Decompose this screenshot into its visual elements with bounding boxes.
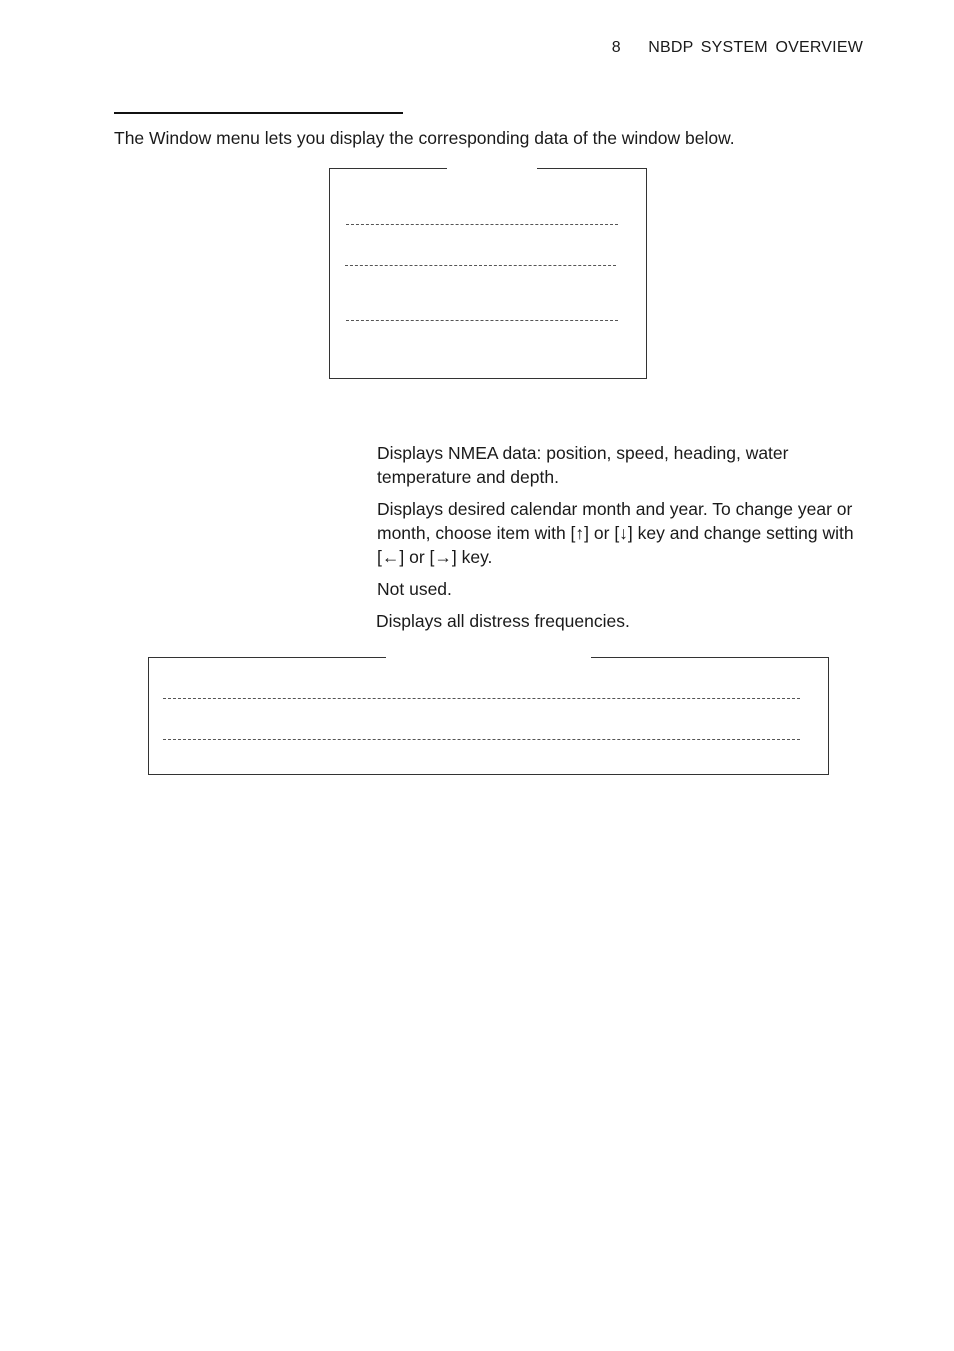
- menu-separator: [346, 224, 618, 225]
- window-separator: [163, 698, 800, 699]
- example-window-box: [148, 657, 829, 775]
- example-window-title-gap: [386, 656, 591, 660]
- description-not-used: Not used.: [377, 579, 452, 599]
- chapter-number: 8: [611, 39, 621, 56]
- menu-separator: [345, 265, 616, 266]
- window-separator: [163, 739, 800, 740]
- description-calendar: Displays desired calendar month and year. To change year or month, choose item with [↑] or [↓] key and change setting with [←] or [→] key.: [377, 499, 854, 567]
- description-nmea: Displays NMEA data: position, speed, heading, water temperature and depth.: [377, 443, 789, 487]
- window-menu-box: [329, 168, 647, 379]
- menu-separator: [346, 320, 618, 321]
- section-heading-rule: [114, 112, 403, 114]
- window-menu-title-gap: [447, 167, 537, 171]
- page-header: [600, 39, 863, 57]
- description-distress: Displays all distress frequencies.: [376, 611, 630, 631]
- intro-text: The Window menu lets you display the corresponding data of the window below.: [114, 128, 735, 148]
- chapter-title: NBDP SYSTEM OVERVIEW: [648, 39, 863, 56]
